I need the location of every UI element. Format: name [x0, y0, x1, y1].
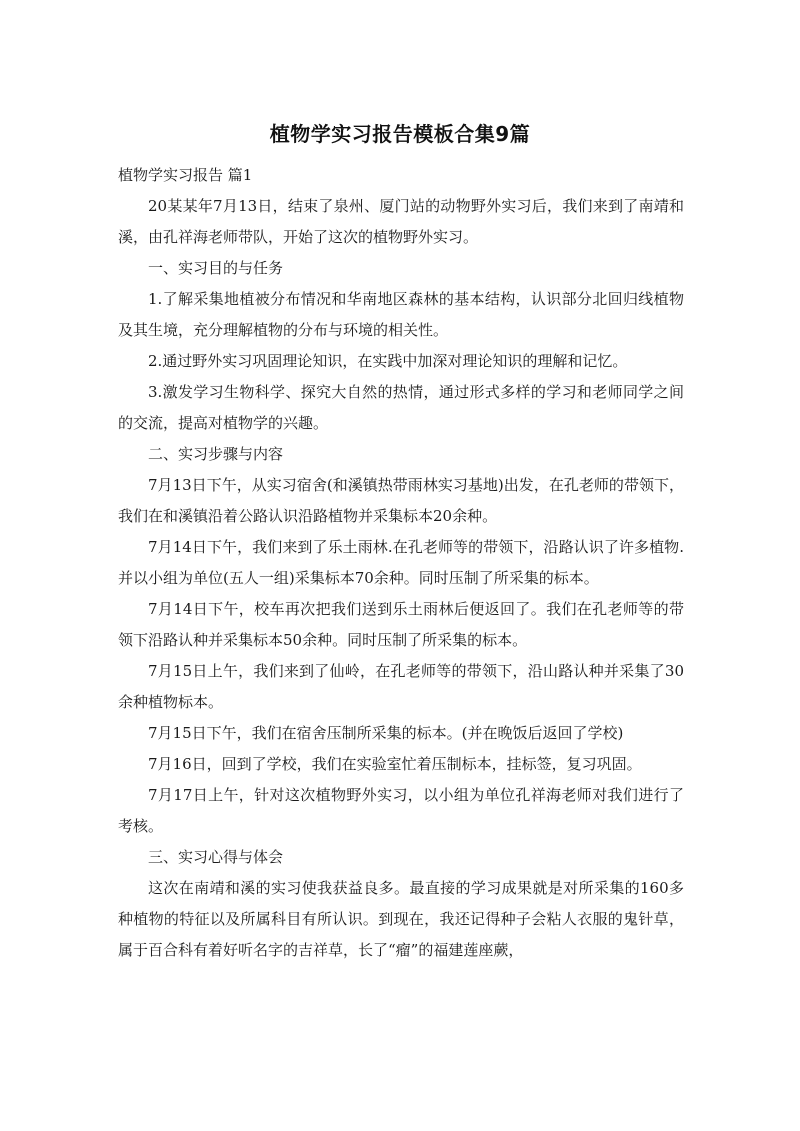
paragraph-reflection: 这次在南靖和溪的实习使我获益良多。最直接的学习成果就是对所采集的160多种植物的特征以及所属科目有所认识。到现在，我还记得种子会粘人衣服的鬼针草，属于百合科有着好听名字的吉祥草，长了“瘤”的福建莲座蕨，	[118, 879, 684, 959]
paragraph-step-2: 7月14日下午，我们来到了乐土雨林.在孔老师等的带领下，沿路认识了许多植物.并以小组为单位(五人一组)采集标本70余种。同时压制了所采集的标本。	[118, 538, 684, 587]
paragraph-step-1: 7月13日下午，从实习宿舍(和溪镇热带雨林实习基地)出发，在孔老师的带领下，我们在和溪镇沿着公路认识沿路植物并采集标本20余种。	[118, 476, 684, 525]
section-heading-reflection: 三、实习心得与体会	[148, 848, 284, 866]
paragraph-intro: 20某某年7月13日，结束了泉州、厦门站的动物野外实习后，我们来到了南靖和溪，由孔祥海老师带队，开始了这次的植物野外实习。	[118, 197, 684, 246]
paragraph-purpose-2: 2.通过野外实习巩固理论知识，在实践中加深对理论知识的理解和记忆。	[148, 352, 628, 370]
paragraph-step-3: 7月14日下午，校车再次把我们送到乐土雨林后便返回了。我们在孔老师等的带领下沿路认种并采集标本50余种。同时压制了所采集的标本。	[118, 600, 684, 649]
report-subtitle: 植物学实习报告 篇1	[118, 166, 253, 184]
paragraph-purpose-1: 1.了解采集地植被分布情况和华南地区森林的基本结构，认识部分北回归线植物及其生境，充分理解植物的分布与环境的相关性。	[118, 290, 684, 339]
paragraph-step-6: 7月16日，回到了学校，我们在实验室忙着压制标本，挂标签，复习巩固。	[148, 755, 642, 773]
document-body	[118, 160, 684, 966]
paragraph-step-7: 7月17日上午，针对这次植物野外实习，以小组为单位孔祥海老师对我们进行了考核。	[118, 786, 684, 835]
section-heading-steps: 二、实习步骤与内容	[148, 445, 284, 463]
document-title: 植物学实习报告模板合集9篇	[269, 122, 531, 146]
paragraph-purpose-3: 3.激发学习生物科学、探究大自然的热情，通过形式多样的学习和老师同学之间的交流，提高对植物学的兴趣。	[118, 383, 684, 432]
section-heading-purpose: 一、实习目的与任务	[148, 259, 284, 277]
paragraph-step-4: 7月15日上午，我们来到了仙岭，在孔老师等的带领下，沿山路认种并采集了30余种植物标本。	[118, 662, 684, 711]
paragraph-step-5: 7月15日下午，我们在宿舍压制所采集的标本。(并在晚饭后返回了学校)	[148, 724, 624, 742]
